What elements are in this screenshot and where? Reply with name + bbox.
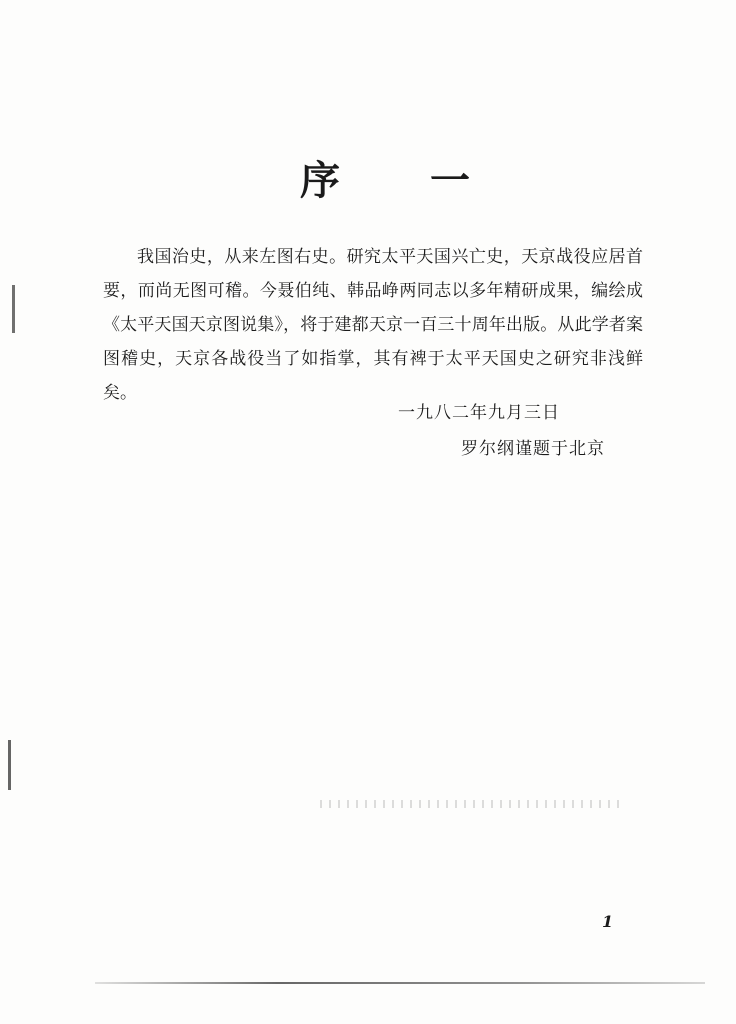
scan-speckle	[320, 800, 620, 808]
page-number: 1	[602, 912, 614, 931]
page-bottom-edge	[95, 982, 705, 984]
signature-line: 罗尔纲谨题于北京	[461, 439, 605, 459]
title-char-1: 序	[300, 156, 340, 204]
title-char-2: 一	[430, 156, 470, 204]
scan-artifact	[12, 285, 15, 333]
date-line: 一九八二年九月三日	[398, 403, 560, 423]
preface-paragraph: 我国治史，从来左图右史。研究太平天国兴亡史，天京战役应居首要，而尚无图可稽。今聂伯纯、韩品峥两同志以多年精研成果，编绘成《太平天国天京图说集》，将于建都天京一百三十周年出版。从此学者案图稽史，天京各战役当了如指掌，其有裨于太平天国史之研究非浅鲜矣。	[103, 247, 643, 403]
page-title	[300, 152, 470, 202]
scan-artifact	[8, 740, 11, 790]
